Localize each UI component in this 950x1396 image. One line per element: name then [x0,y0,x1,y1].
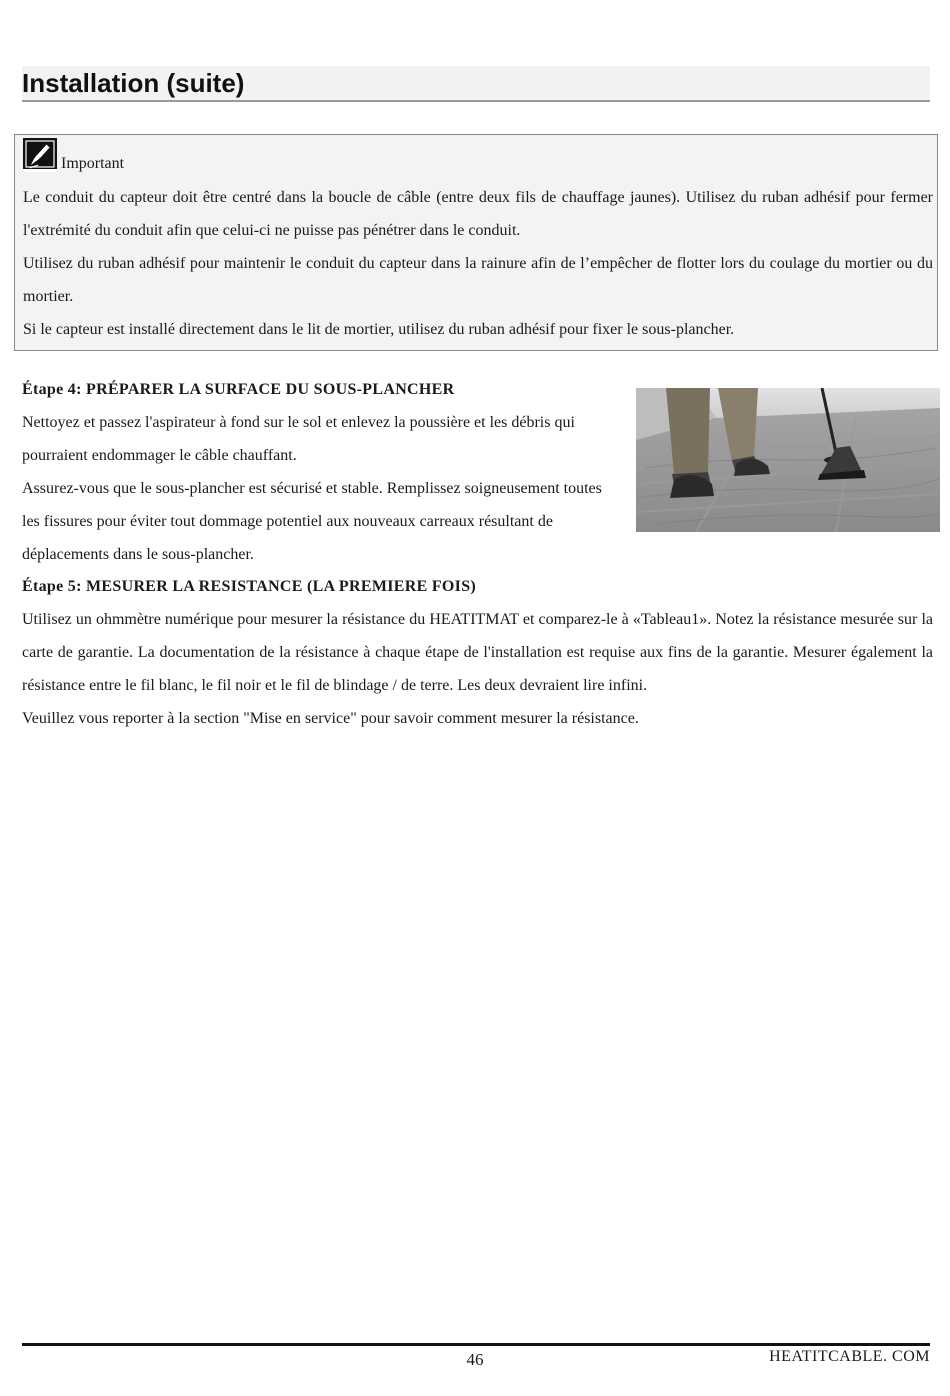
page-title: Installation (suite) [22,68,245,98]
pen-note-icon [23,138,57,172]
step4-section [22,373,622,571]
important-paragraph-2: Utilisez du ruban adhésif pour maintenir le conduit du capteur dans la rainure afin de l’empêcher de flotter lors du coulage du mortier ou du mortier. [23,255,933,305]
footer-rule [22,1343,930,1346]
step5-paragraph-2: Veuillez vous reporter à la section "Mise en service" pour savoir comment mesurer la résistance. [22,710,639,727]
step4-heading: Étape 4: PRÉPARER LA SURFACE DU SOUS-PLANCHER [22,381,455,398]
important-paragraph-1: Le conduit du capteur doit être centré dans la boucle de câble (entre deux fils de chauffage jaunes). Utilisez du ruban adhésif pour fermer l'extrémité du conduit afin que celui-ci ne puisse pas pénétrer dans le conduit. [23,189,933,239]
page-header [22,66,930,102]
step4-paragraph-2: Assurez-vous que le sous-plancher est sécurisé et stable. Remplissez soigneusement toutes les fissures pour éviter tout dommage potentiel aux nouveaux carreaux résultant de déplacements dans le sous-plancher. [22,480,602,563]
step5-heading: Étape 5: MESURER LA RESISTANCE (LA PREMIERE FOIS) [22,578,477,595]
footer-site-name: HEATITCABLE. COM [769,1348,930,1365]
step4-paragraph-1: Nettoyez et passez l'aspirateur à fond sur le sol et enlevez la poussière et les débris qui pourraient endommager le câble chauffant. [22,414,575,464]
important-paragraph-3: Si le capteur est installé directement dans le lit de mortier, utilisez du ruban adhésif pour fixer le sous-plancher. [23,321,735,338]
floor-sweeping-photo [636,388,940,532]
step5-section [22,570,933,735]
step5-paragraph-1: Utilisez un ohmmètre numérique pour mesurer la résistance du HEATITMAT et comparez-le à «Tableau1». Notez la résistance mesurée sur la carte de garantie. La documentation de la résistance à chaque étape de l'installation est requise aux fins de la garantie. Mesurer également la résistance entre le fil blanc, le fil noir et le fil de blindage / de terre. Les deux devraient lire infini. [22,611,933,694]
page-number: 46 [466,1350,484,1369]
important-label: Important [61,155,125,172]
important-note-box [14,134,938,351]
important-text [23,181,933,346]
